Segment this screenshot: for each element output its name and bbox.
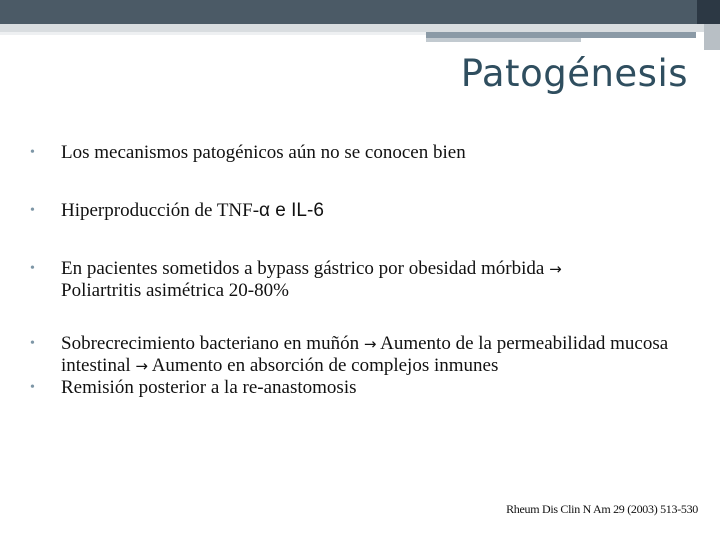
citation-reference: Rheum Dis Clin N Am 29 (2003) 513-530	[506, 502, 698, 516]
thin-accent-bar	[0, 32, 426, 35]
bullet-dot-icon: •	[30, 203, 35, 218]
bullet-text-part2: Aumento de la permeabilidad mucosa intestinal	[61, 333, 669, 376]
title-accent-bar-secondary	[426, 38, 581, 42]
bullet-text-line2: Poliartritis asimétrica 20-80%	[61, 280, 289, 301]
corner-decorative-block	[697, 0, 720, 24]
bullet-text: Remisión posterior a la re-anastomosis	[61, 377, 357, 398]
slide-title: Patogénesis	[460, 52, 688, 95]
right-arrow-icon: →	[363, 335, 377, 353]
bullet-text-suffix: α e IL-6	[259, 200, 324, 221]
bullet-text-prefix: Hiperproducción de TNF-	[61, 200, 260, 221]
bullet-text: Los mecanismos patogénicos aún no se conocen bien	[61, 142, 466, 163]
bullet-text-part3: Aumento en absorción de complejos inmunes	[151, 355, 499, 376]
bullet-dot-icon: •	[30, 145, 35, 160]
bullet-item-overgrowth	[28, 333, 678, 377]
bullet-item-mechanisms	[28, 142, 678, 163]
bullet-dot-icon: •	[30, 380, 35, 395]
corner-decorative-block-light	[704, 24, 720, 50]
bullet-dot-icon: •	[30, 261, 35, 276]
bullet-item-remission	[28, 377, 678, 398]
bullet-text-line1: En pacientes sometidos a bypass gástrico por obesidad mórbida	[61, 258, 545, 279]
right-arrow-icon: →	[549, 260, 562, 278]
bullet-list	[28, 140, 678, 398]
bullet-text-part1: Sobrecrecimiento bacteriano en muñón	[61, 333, 360, 354]
bullet-dot-icon: •	[30, 336, 35, 351]
top-decorative-band-light	[0, 24, 720, 32]
right-arrow-icon: →	[135, 357, 148, 375]
bullet-item-bypass	[28, 258, 678, 301]
bullet-item-cytokines	[28, 200, 678, 221]
top-decorative-band	[0, 0, 720, 24]
